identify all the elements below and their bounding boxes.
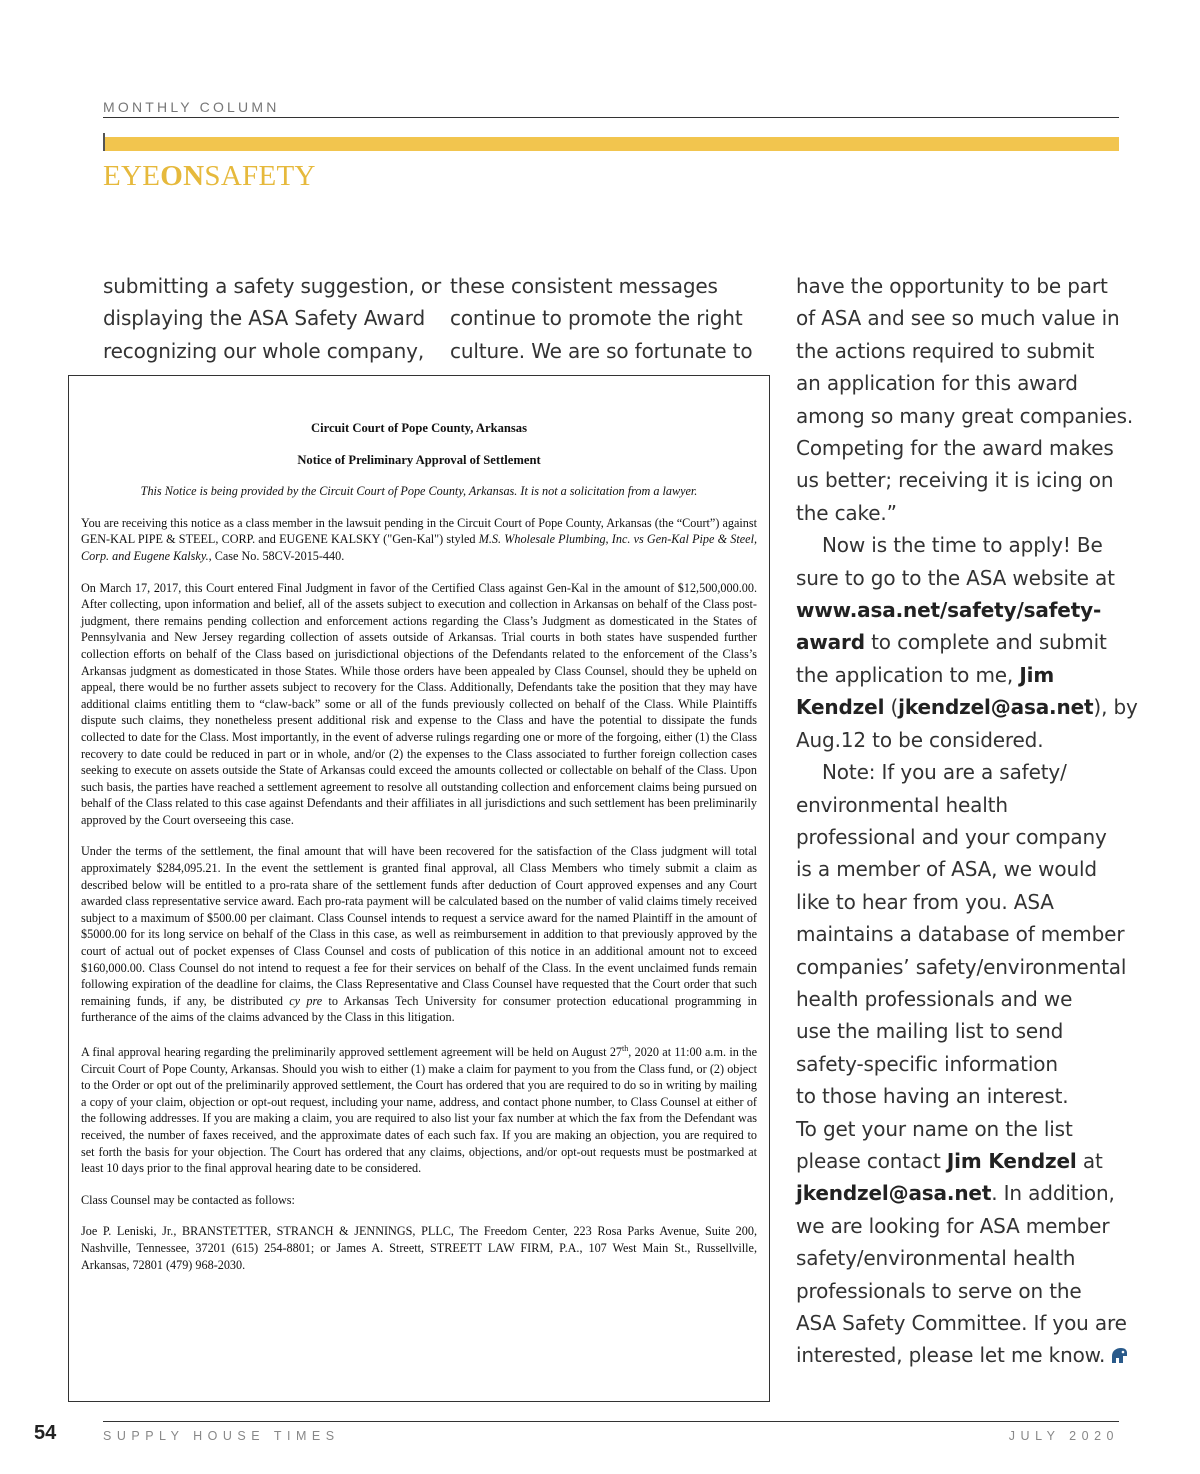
column-line: professional and your company — [796, 824, 1107, 849]
column-line: the actions required to submit — [796, 338, 1095, 363]
column-text: . In addition, — [991, 1181, 1115, 1206]
notice-text: Under the terms of the settlement, the final amount that will have been recovered for the satisfaction of the Class judgment will total approximately $284,095.21. In the event the settlement is granted final approval, all Class Members who timely submit a claim as described below will be entitled to a pro-rata share of the settlement funds after deduction of Court approved expenses and any Court awarded class representative service award. Each pro-rata payment will be calculated based on the number of valid claims timely received subject to a maximum of $500.00 per claimant. Class Counsel intends to request a service award for the named Plaintiff in the amount of $5000.00 for its long service on behalf of the Class in this case, as well as reimbursement in addition to that previously approved by the court of actual out of pocket expenses of Class Counsel and costs of publication of this notice in an additional amount not to exceed $160,000.00. Class Counsel do not intend to request a fee for their services on behalf of the Class. In the event unclaimed funds remain following expiration of the deadline for claims, the Class Representative and Class Counsel have requested that the Court order that such remaining funds, if any, be distributed — [81, 844, 757, 1008]
column-line: maintains a database of member — [796, 922, 1125, 947]
column-line — [796, 626, 1126, 658]
column-line: environmental health — [796, 792, 1008, 817]
notice-paragraph: On March 17, 2017, this Court entered Final Judgment in favor of the Certified Class against Gen-Kal in the amount of $12,500,000.00. After collecting, upon information and belief, all of the assets subject to execution and collection in Arkansas on behalf of the Class post-judgment, there remains pending collection and enforcement actions regarding the Class’s Judgment as domesticated in the States of Pennsylvania and New Jersey regarding collection of assets outside of Arkansas. Trial courts in both states have suspended further collection efforts on behalf of the Class based on jurisdictional objections of the Defendants related to the enforcement of the Class’s Arkansas judgment as domesticated in those States. While those orders have been appealed by Class Counsel, should they be upheld on appeal, there would be no further assets subject to recovery for the Class. Additionally, Defendants take the position that they may have additional claims entitling them to “claw-back” some or all of the funds previously collected on behalf of the Class. While Plaintiffs dispute such claims, they nonetheless present additional risk and expense to the Class and have the potential to dissipate the funds collected to date for the Class. Most importantly, in the event of adverse rulings regarding one or more of the forgoing, either (1) the Class recovery to date could be reduced in part or in whole, and/or (2) the expenses to the Class associated to further foreign collection cases seeking to execute on assets outside the State of Arkansas could exceed the amounts collected or collectable on behalf of the Class. Upon such basis, the parties have reached a settlement agreement to resolve all outstanding collection and enforcement claims being pursued on behalf of the Class related to this case against Defendants and their affiliates in all jurisdictions and such settlement has been preliminarily approved by the Court overseeing this case. — [81, 580, 757, 827]
column-line: to those having an interest. — [796, 1084, 1069, 1109]
column-line: health professionals and we — [796, 986, 1073, 1011]
notice-case-name: M.S. Wholesale Plumbing, Inc. vs Gen-Kal Pipe & Steel, Corp. and Eugene Kalsky. — [81, 532, 757, 563]
notice-court: Circuit Court of Pope County, Arkansas — [311, 421, 527, 435]
footer-rule — [103, 1421, 1119, 1422]
notice-text: , Case No. 58CV-2015-440. — [208, 548, 345, 563]
column-line: professionals to serve on the — [796, 1278, 1082, 1303]
column-text: ( — [884, 695, 899, 720]
column-line: like to hear from you. ASA — [796, 889, 1054, 914]
column-line: To get your name on the list — [796, 1116, 1073, 1141]
safety-award-url-link[interactable]: www.asa.net/safety/safety- — [796, 598, 1102, 623]
column-line: culture. We are so fortunate to — [450, 338, 753, 363]
column-line: Competing for the award makes — [796, 436, 1114, 461]
column-line: Now is the time to apply! Be — [822, 533, 1103, 558]
gold-bar-tick — [103, 133, 105, 151]
contact-email-link[interactable]: jkendzel@asa.net — [898, 695, 1094, 720]
column-line: have the opportunity to be part — [796, 274, 1108, 298]
issue-date: JULY 2020 — [1008, 1429, 1119, 1443]
column-line: among so many great companies. — [796, 403, 1134, 428]
notice-text: , 2020 at 11:00 a.m. in the Circuit Court of Pope County, Arkansas. Should you wish to either (1) make a claim for payment to you from the Class fund, or (2) object to the Order or opt out of the preliminarily approved settlement, the Court has ordered that you are required to do so in writing by mailing a copy of your claim, objection or opt-out request, including your name, address, and contact phone number, to Class Counsel at either of the following addresses. If you are making a claim, you are required to also list your fax number at which the fax from the Defendant was received, the number of faxes received, and the approximate dates of each such fax. If you are making an objection, you are required to set forth the basis for your objection. The Court has ordered that any claims, objections, and/or opt-out requests must be postmarked at least 10 days prior to the final approval hearing date to be considered. — [81, 1045, 757, 1176]
column-line — [796, 1177, 1126, 1209]
gold-bar — [103, 137, 1119, 151]
notice-cypre: cy pre — [289, 993, 323, 1008]
publication-name: SUPPLY HOUSE TIMES — [103, 1429, 340, 1443]
contact-name: Jim Kendzel — [946, 1148, 1077, 1173]
brand-end-mark-icon — [1109, 1341, 1128, 1358]
column-line — [796, 691, 1138, 723]
column-text: at — [1076, 1148, 1103, 1173]
section-title — [103, 160, 316, 193]
contact-email-link[interactable]: jkendzel@asa.net — [796, 1181, 992, 1206]
contact-name: Kendzel — [796, 695, 885, 720]
column-line: safety/environmental health — [796, 1246, 1076, 1271]
notice-paragraph: Class Counsel may be contacted as follows: — [81, 1192, 295, 1207]
column-line — [796, 1339, 1126, 1371]
column-line: the cake.” — [796, 500, 897, 525]
column-text: ), by — [1093, 695, 1138, 720]
article-column-2 — [450, 270, 770, 367]
notice-text: You are receiving this notice as a class member in the lawsuit pending in the Circuit Court of Pope County, Arkansas (the “Court”) against GEN-KAL PIPE & STEEL, CORP. and EUGENE KALSKY ("Gen-Kal") styled — [81, 515, 757, 547]
column-line: submitting a safety suggestion, or — [103, 274, 442, 298]
column-line: of ASA and see so much value in — [796, 306, 1120, 331]
page-number: 54 — [34, 1422, 57, 1444]
column-line: sure to go to the ASA website at — [796, 565, 1115, 590]
header-rule — [103, 117, 1119, 118]
column-line: continue to promote the right — [450, 306, 743, 331]
notice-paragraph — [81, 515, 757, 565]
notice-text: A final approval hearing regarding the preliminarily approved settlement agreement will be held on August 27 — [81, 1045, 623, 1060]
title-part-eye: EYE — [103, 160, 161, 192]
title-part-safety: SAFETY — [204, 160, 316, 192]
notice-disclaimer: This Notice is being provided by the Circuit Court of Pope County, Arkansas. It is not a solicitation from a lawyer. — [140, 484, 698, 499]
column-text: the application to me, — [796, 662, 1020, 687]
column-line: these consistent messages — [450, 274, 718, 298]
column-line: us better; receiving it is icing on — [796, 468, 1114, 493]
column-line: use the mailing list to send — [796, 1019, 1064, 1044]
column-line: is a member of ASA, we would — [796, 857, 1097, 882]
column-text: interested, please let me know. — [796, 1343, 1106, 1368]
column-line: displaying the ASA Safety Award — [103, 306, 426, 331]
column-line: we are looking for ASA member — [796, 1213, 1110, 1238]
notice-text: to Arkansas Tech University for consumer protection educational programming in furtherance of the aims of the claims advanced by the Class in this litigation. — [81, 993, 757, 1025]
column-line — [796, 659, 1126, 691]
title-part-on: ON — [160, 160, 205, 192]
contact-name: Jim — [1019, 662, 1055, 687]
column-line — [796, 1145, 1126, 1177]
column-text: please contact — [796, 1148, 947, 1173]
column-text: to complete and submit — [864, 630, 1107, 655]
column-line: Aug.12 to be considered. — [796, 727, 1044, 752]
column-line: companies’ safety/environmental — [796, 954, 1127, 979]
article-column-1 — [103, 270, 442, 367]
column-line: an application for this award — [796, 371, 1078, 396]
column-line — [796, 594, 1126, 626]
notice-superscript: th — [622, 1044, 629, 1053]
article-column-3 — [796, 270, 1138, 1372]
safety-award-url-link-cont[interactable]: award — [796, 630, 865, 655]
column-line: safety-specific information — [796, 1051, 1058, 1076]
legal-notice-content — [81, 420, 757, 1288]
notice-paragraph — [81, 1041, 757, 1177]
column-label: MONTHLY COLUMN — [103, 99, 280, 115]
notice-paragraph: Joe P. Leniski, Jr., BRANSTETTER, STRANCH & JENNINGS, PLLC, The Freedom Center, 223 Rosa Parks Avenue, Suite 200, Nashville, Tennessee, 37201 (615) 254-8801; or James A. Streett, STREETT LAW FIRM, P.A., 107 West Main St., Russellville, Arkansas, 72801 (479) 968-2030. — [81, 1224, 757, 1272]
column-line: ASA Safety Committee. If you are — [796, 1311, 1127, 1335]
notice-paragraph — [81, 843, 757, 1026]
legal-notice-box — [68, 375, 770, 1402]
notice-heading: Notice of Preliminary Approval of Settlement — [297, 452, 541, 467]
column-line: Note: If you are a safety/ — [822, 760, 1067, 785]
column-line: recognizing our whole company, — [103, 338, 425, 363]
